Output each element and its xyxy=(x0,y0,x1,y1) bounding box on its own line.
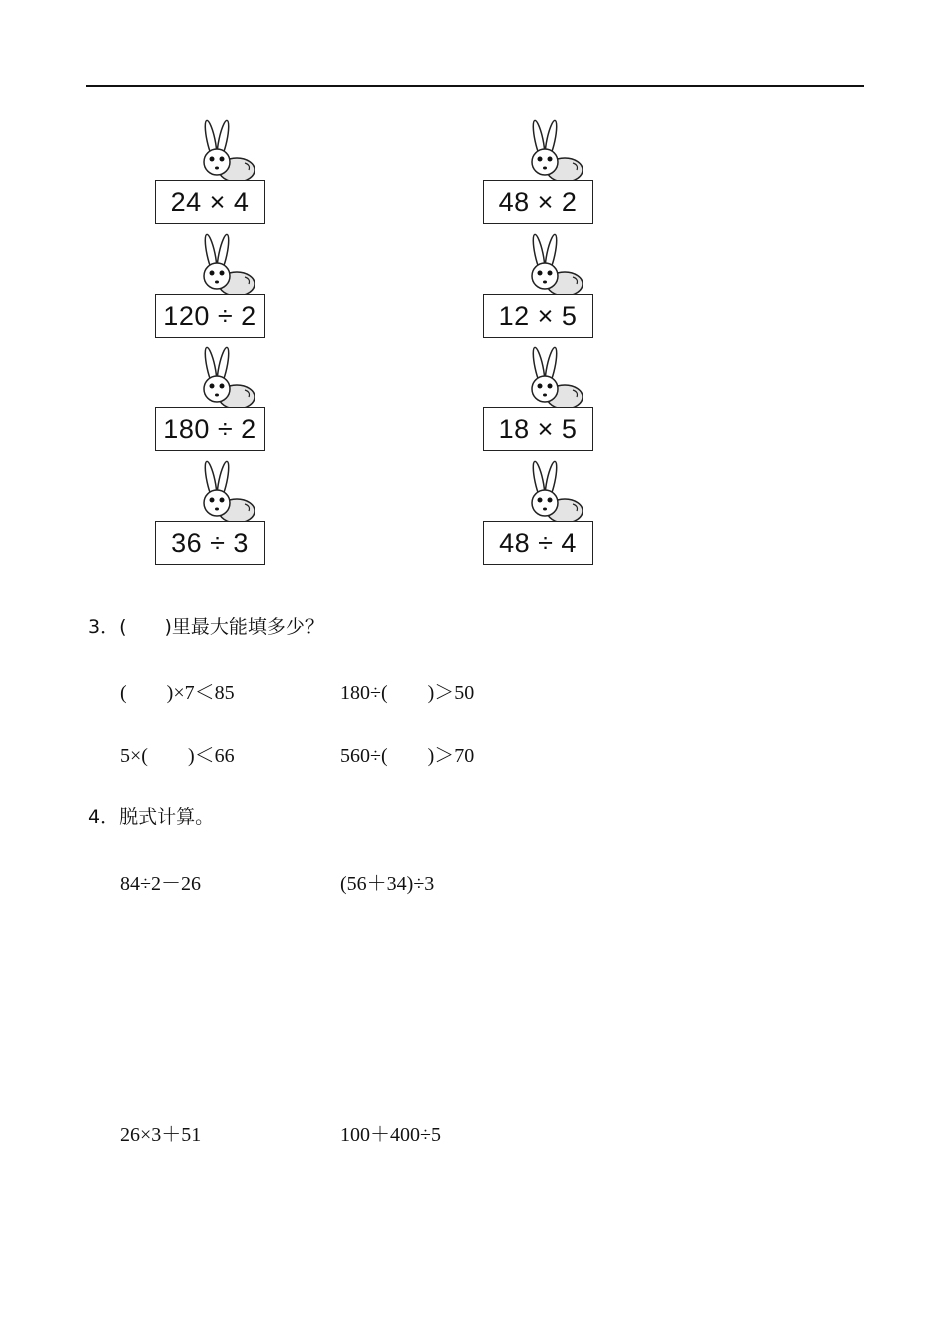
question-4-title: 4．脱式计算。 xyxy=(88,806,215,828)
rabbit-icon xyxy=(175,118,255,182)
rabbit-icon xyxy=(503,232,583,296)
expression-box: 36 ÷ 3 xyxy=(155,521,265,565)
question-3-item: 560÷( )＞70 xyxy=(340,745,475,767)
rabbit-card xyxy=(483,232,595,344)
rabbit-card xyxy=(483,118,595,230)
question-4-item: 26×3＋51 xyxy=(120,1124,202,1146)
rabbit-icon xyxy=(175,459,255,523)
rabbit-icon xyxy=(503,118,583,182)
expression-box: 180 ÷ 2 xyxy=(155,407,265,451)
rabbit-card xyxy=(155,459,267,571)
expression-box: 12 × 5 xyxy=(483,294,593,338)
header-rule xyxy=(86,85,864,87)
rabbit-icon xyxy=(175,232,255,296)
question-4-item: 84÷2－26 xyxy=(120,873,201,895)
expression-box: 24 × 4 xyxy=(155,180,265,224)
expression-box: 48 × 2 xyxy=(483,180,593,224)
question-3-item: ( )×7＜85 xyxy=(120,682,235,704)
expression-box: 48 ÷ 4 xyxy=(483,521,593,565)
question-3-item: 5×( )＜66 xyxy=(120,745,235,767)
question-4-item: 100＋400÷5 xyxy=(340,1124,441,1146)
rabbit-card xyxy=(483,345,595,457)
rabbit-card xyxy=(155,345,267,457)
expression-box: 120 ÷ 2 xyxy=(155,294,265,338)
rabbit-card xyxy=(483,459,595,571)
question-3-item: 180÷( )＞50 xyxy=(340,682,475,704)
question-4-item: (56＋34)÷3 xyxy=(340,873,435,895)
rabbit-card xyxy=(155,232,267,344)
rabbit-card xyxy=(155,118,267,230)
rabbit-icon xyxy=(175,345,255,409)
rabbit-icon xyxy=(503,459,583,523)
expression-box: 18 × 5 xyxy=(483,407,593,451)
rabbit-icon xyxy=(503,345,583,409)
question-3-title: 3．( )里最大能填多少？ xyxy=(88,616,324,638)
